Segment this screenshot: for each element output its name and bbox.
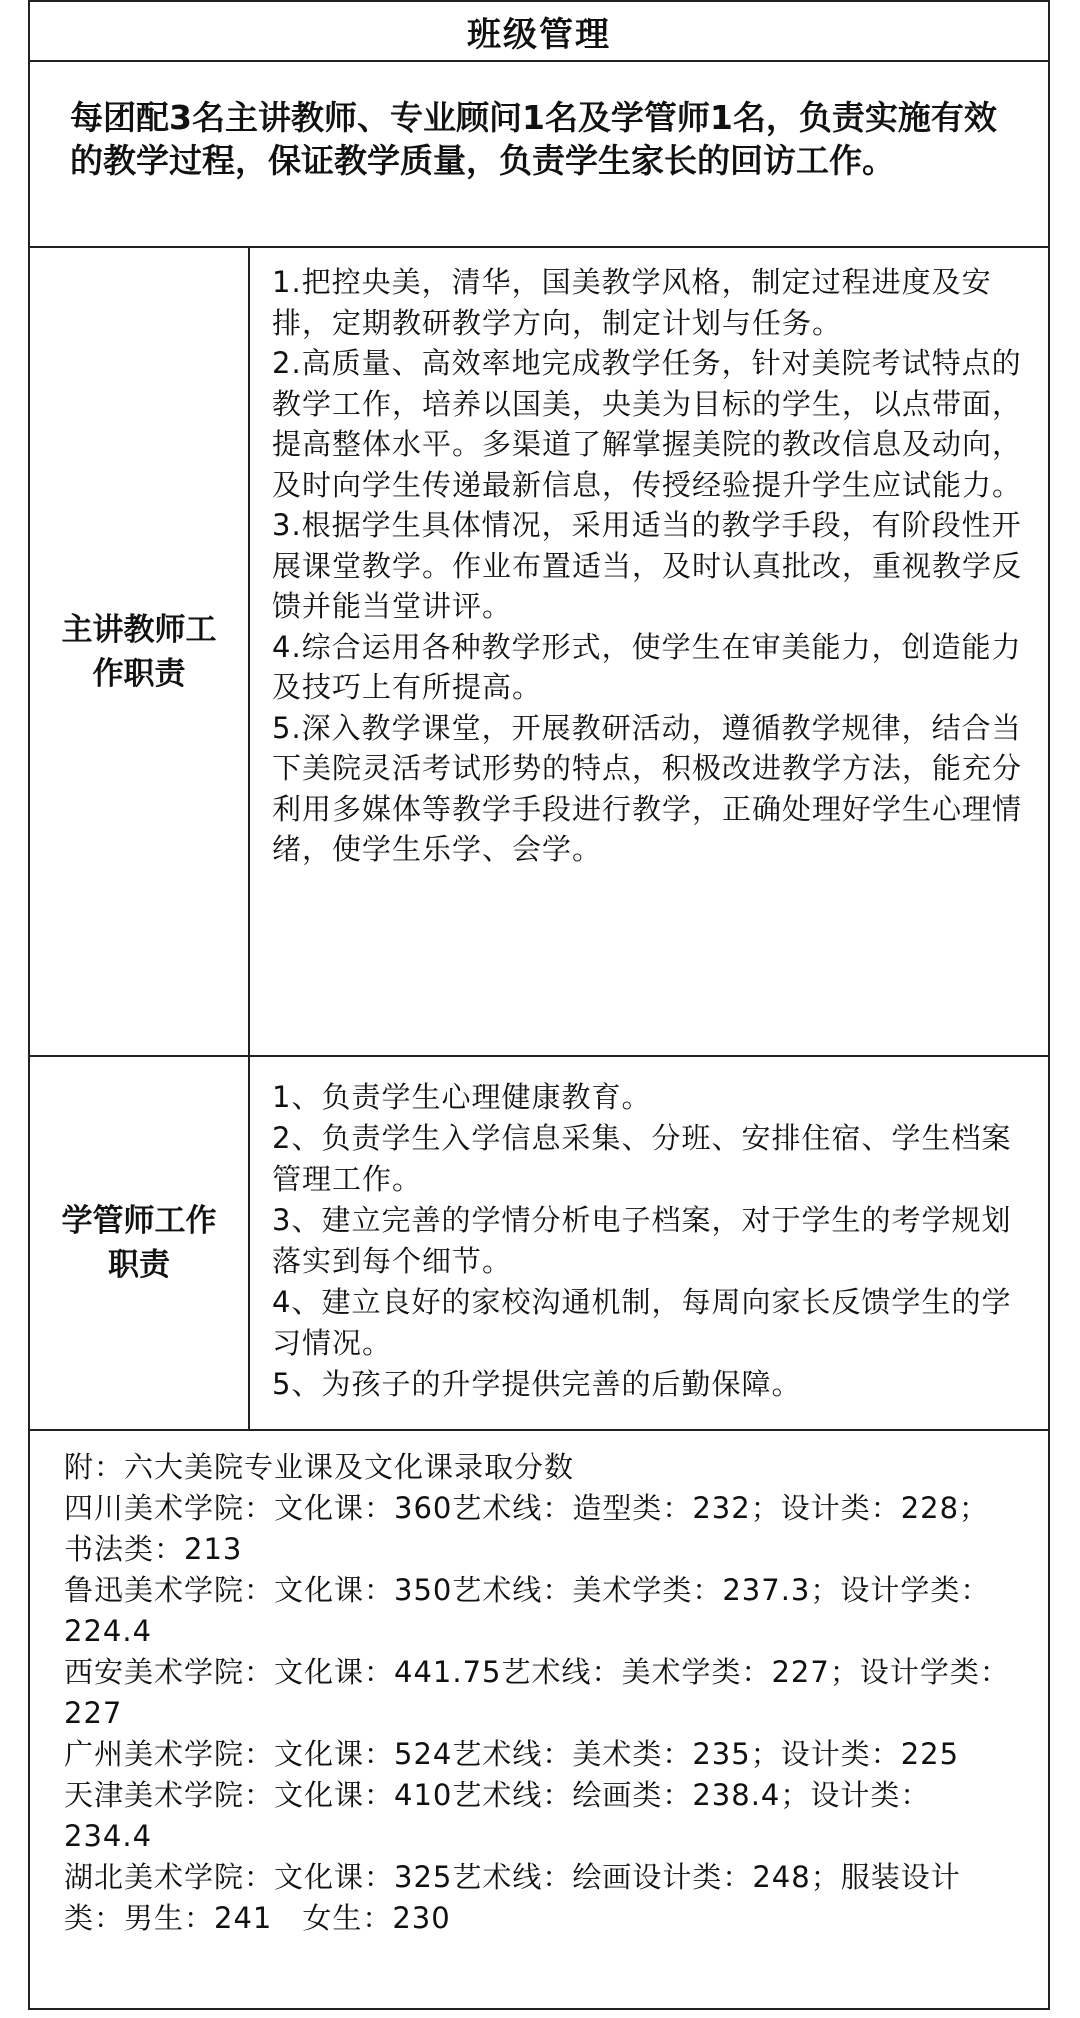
admission-score-item: 天津美术学院：文化课：410艺术线：绘画类：238.4；设计类：234.4 (64, 1778, 931, 1853)
manager-duties-heading-cell (30, 1057, 250, 1429)
admission-score-item: 四川美术学院：文化课：360艺术线：造型类：232；设计类：228；书法类：213 (64, 1491, 990, 1566)
teacher-duties-row (30, 248, 1048, 1057)
class-management-table (28, 0, 1050, 2010)
admission-scores-section (30, 1431, 1048, 2012)
intro-row (30, 62, 1048, 248)
admission-score-item: 西安美术学院：文化课：441.75艺术线：美术学类：227；设计学类：227 (64, 1655, 1010, 1730)
admission-scores-heading: 附：六大美院专业课及文化课录取分数 (64, 1450, 575, 1484)
teacher-duty-item: 1.把控央美，清华，国美教学风格，制定过程进度及安排，定期教研教学方向，制定计划与任务。 (272, 265, 992, 340)
manager-duties-list (250, 1057, 1048, 1429)
teacher-duties-heading-cell (30, 248, 250, 1055)
table-title-row (30, 2, 1048, 62)
table-title: 班级管理 (467, 14, 611, 55)
teacher-duty-item: 5.深入教学课堂，开展教研活动，遵循教学规律，结合当下美院灵活考试形势的特点，积极改进教学方法，能充分利用多媒体等教学手段进行教学，正确处理好学生心理情绪，使学生乐学、会学。 (272, 710, 1023, 866)
manager-duty-item: 5、为孩子的升学提供完善的后勤保障。 (272, 1367, 802, 1401)
manager-duty-item: 4、建立良好的家校沟通机制，每周向家长反馈学生的学习情况。 (272, 1285, 1012, 1360)
teacher-duties-list (250, 248, 1048, 1055)
teacher-duty-item: 4.综合运用各种教学形式，使学生在审美能力，创造能力及技巧上有所提高。 (272, 629, 1022, 704)
teacher-duties-heading: 主讲教师工作职责 (61, 611, 217, 692)
teacher-duty-item: 2.高质量、高效率地完成教学任务，针对美院考试特点的教学工作，培养以国美，央美为目标的学生，以点带面，提高整体水平。多渠道了解掌握美院的教改信息及动向，及时向学生传递最新信息，传授经验提升学生应试能力。 (272, 346, 1023, 502)
manager-duty-item: 1、负责学生心理健康教育。 (272, 1080, 652, 1114)
manager-duties-row (30, 1057, 1048, 1431)
admission-score-item: 湖北美术学院：文化课：325艺术线：绘画设计类：248；服装设计类：男生：241 女生：230 (64, 1860, 961, 1935)
admission-score-item: 鲁迅美术学院：文化课：350艺术线：美术学类：237.3；设计学类：224.4 (64, 1573, 991, 1648)
intro-text: 每团配3名主讲教师、专业顾问1名及学管师1名，负责实施有效的教学过程，保证教学质量，负责学生家长的回访工作。 (70, 98, 997, 180)
admission-score-item: 广州美术学院：文化课：524艺术线：美术类：235；设计类：225 (64, 1737, 960, 1771)
teacher-duty-item: 3.根据学生具体情况，采用适当的教学手段，有阶段性开展课堂教学。作业布置适当，及时认真批改，重视教学反馈并能当堂讲评。 (272, 508, 1023, 623)
manager-duty-item: 2、负责学生入学信息采集、分班、安排住宿、学生档案管理工作。 (272, 1121, 1012, 1196)
manager-duties-heading: 学管师工作职责 (61, 1203, 217, 1283)
manager-duty-item: 3、建立完善的学情分析电子档案，对于学生的考学规划落实到每个细节。 (272, 1203, 1012, 1278)
